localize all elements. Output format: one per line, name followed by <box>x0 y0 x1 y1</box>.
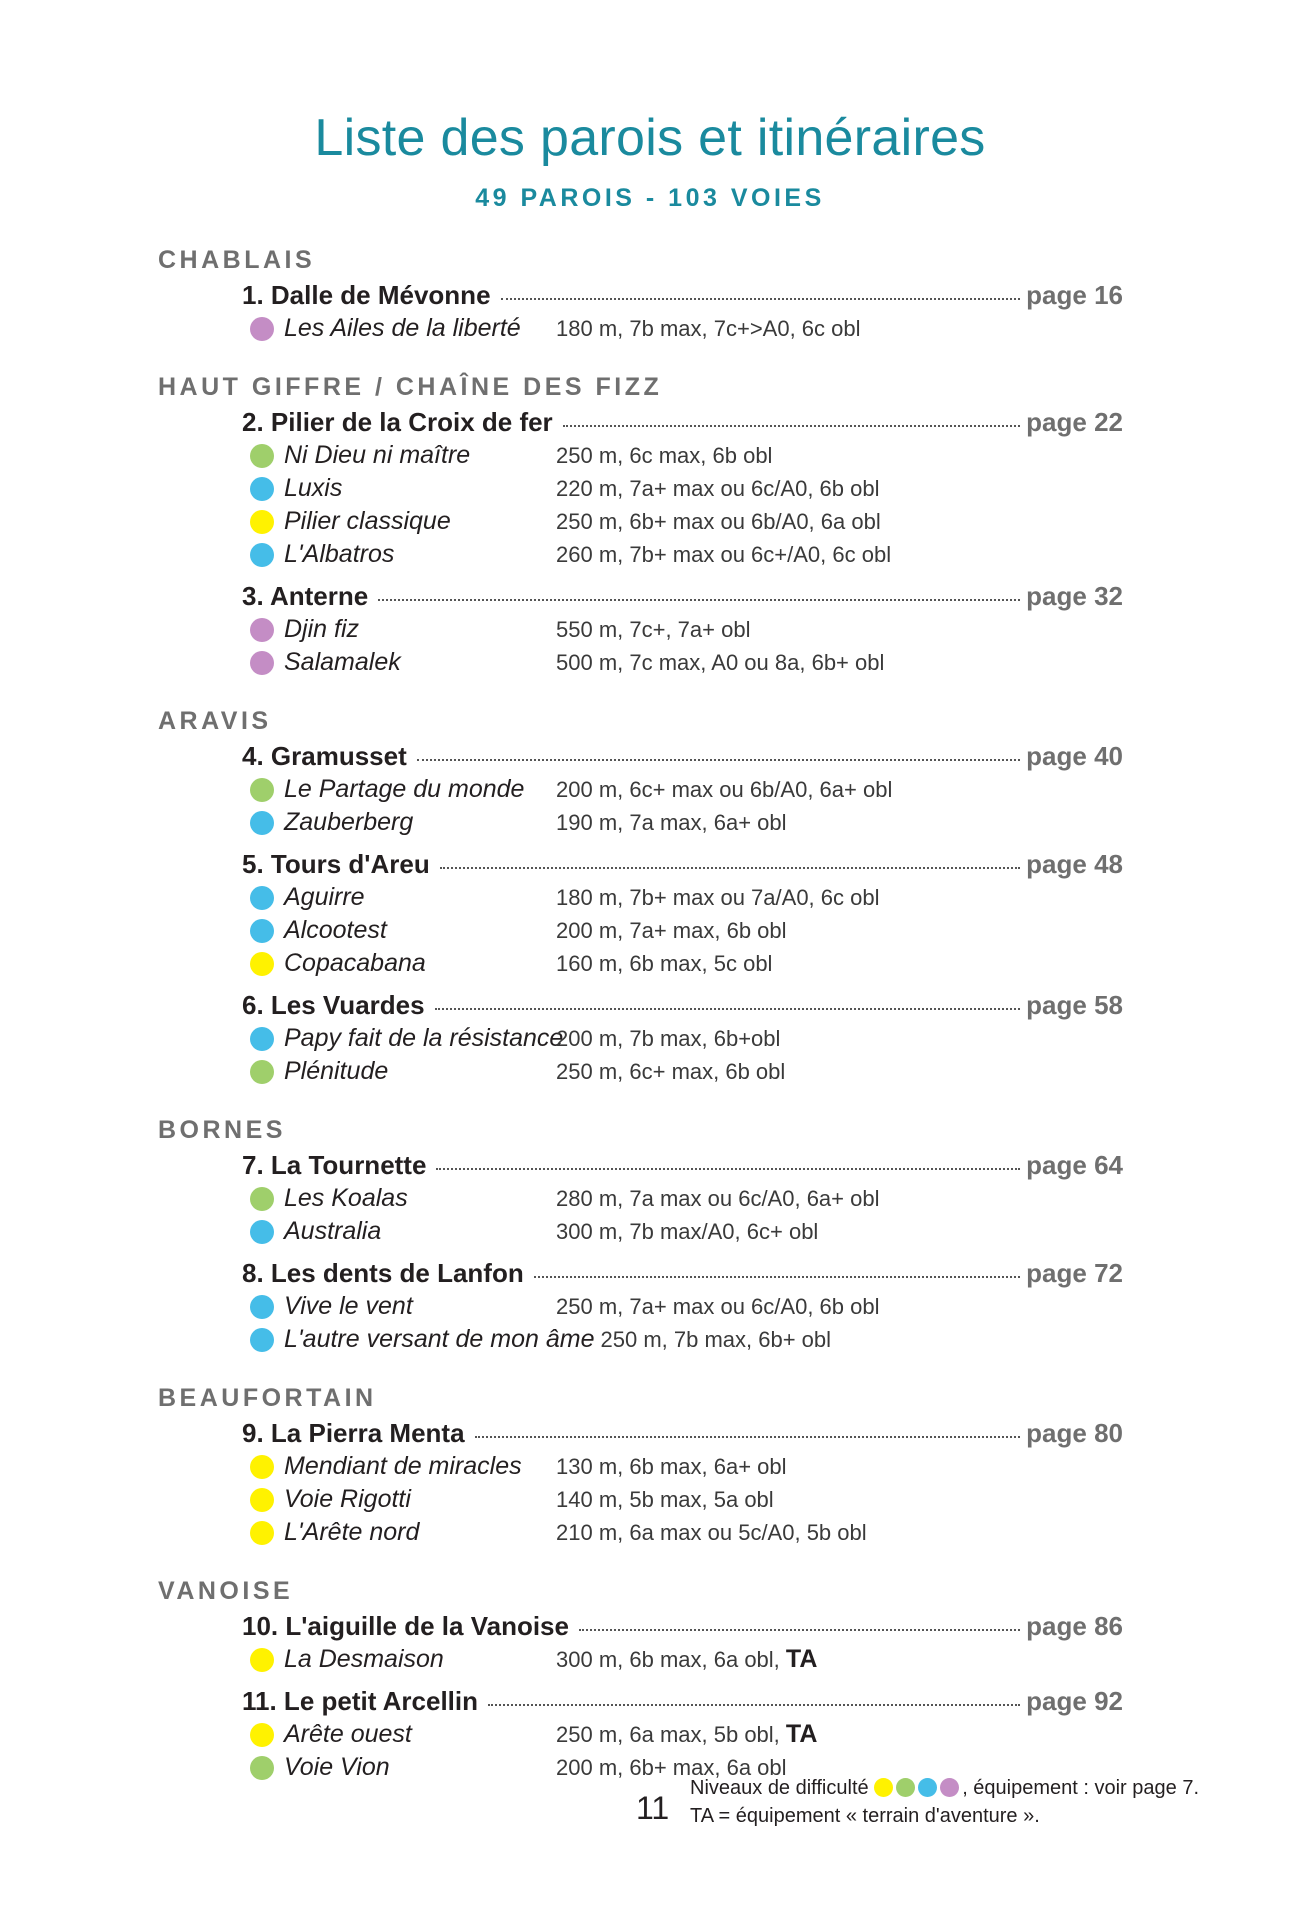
route-name: Salamalek <box>284 648 401 676</box>
dot-leader <box>475 1436 1021 1438</box>
wall-name: 1. Dalle de Mévonne <box>242 280 491 310</box>
wall-spacer <box>158 1676 1123 1682</box>
wall-entry <box>242 1684 1123 1718</box>
page-reference: page 22 <box>1026 407 1123 437</box>
route-name: L'autre versant de mon âme <box>284 1325 595 1353</box>
difficulty-dot <box>250 510 274 534</box>
route-details <box>556 617 750 643</box>
route-name: Les Koalas <box>284 1184 408 1212</box>
route-name: Arête ouest <box>284 1720 412 1748</box>
region-spacer <box>158 1549 1123 1575</box>
dot-leader <box>435 1008 1021 1010</box>
region-spacer <box>158 345 1123 371</box>
route-details <box>556 1454 787 1480</box>
page-reference: page 58 <box>1026 990 1123 1020</box>
route-name: Vive le vent <box>284 1292 413 1320</box>
difficulty-dot <box>250 444 274 468</box>
route-name: Voie Vion <box>284 1753 390 1781</box>
route-row <box>250 1290 1123 1323</box>
route-stats: 250 m, 6a max, 5b obl, <box>556 1722 780 1747</box>
route-row <box>250 646 1123 679</box>
page-reference: page 40 <box>1026 741 1123 771</box>
difficulty-dot <box>250 1723 274 1747</box>
route-details <box>556 443 772 469</box>
dot-leader <box>378 599 1020 601</box>
route-name: Djin fiz <box>284 615 360 643</box>
route-name: Luxis <box>284 474 343 502</box>
region-spacer <box>158 1356 1123 1382</box>
region-heading: ARAVIS <box>158 707 272 735</box>
route-details <box>556 1294 879 1320</box>
route-details <box>556 1026 780 1052</box>
legend-dot-purple <box>940 1778 959 1797</box>
route-row <box>250 806 1123 839</box>
page-reference: page 16 <box>1026 280 1123 310</box>
wall-name: 7. La Tournette <box>242 1150 427 1180</box>
route-row <box>250 1483 1123 1516</box>
region-heading: BEAUFORTAIN <box>158 1384 377 1412</box>
route-stats: 200 m, 7a+ max, 6b obl <box>556 917 787 943</box>
wall-name: 10. L'aiguille de la Vanoise <box>242 1611 569 1641</box>
route-stats: 130 m, 6b max, 6a+ obl <box>556 1453 787 1479</box>
page-reference: page 92 <box>1026 1686 1123 1716</box>
region-heading: HAUT GIFFRE / CHAÎNE DES FIZZ <box>158 373 663 401</box>
route-name: La Desmaison <box>284 1645 444 1673</box>
route-row <box>250 773 1123 806</box>
route-details <box>556 1520 867 1546</box>
wall-entry <box>242 1416 1123 1450</box>
wall-name: 5. Tours d'Areu <box>242 849 430 879</box>
wall-entry <box>242 739 1123 773</box>
route-row <box>250 881 1123 914</box>
route-row <box>250 1055 1123 1088</box>
wall-entry <box>242 278 1123 312</box>
route-row <box>250 312 1123 345</box>
route-name: Plénitude <box>284 1057 389 1085</box>
dot-leader <box>488 1704 1020 1706</box>
ta-badge: TA <box>785 1645 818 1673</box>
dot-leader <box>440 867 1020 869</box>
wall-name: 4. Gramusset <box>242 741 407 771</box>
page-title: Liste des parois et itinéraires <box>314 109 986 167</box>
legend-line-1 <box>690 1774 1199 1802</box>
page-number: 11 <box>636 1790 670 1826</box>
wall-name: 3. Anterne <box>242 581 369 611</box>
route-stats: 250 m, 6b+ max ou 6b/A0, 6a obl <box>556 508 881 534</box>
difficulty-dot <box>250 477 274 501</box>
route-row <box>250 947 1123 980</box>
region-spacer <box>158 1088 1123 1114</box>
dot-leader <box>579 1629 1020 1631</box>
route-name: Copacabana <box>284 949 426 977</box>
legend-dot-blue <box>918 1778 937 1797</box>
route-details <box>556 650 884 676</box>
route-name: Ni Dieu ni maître <box>284 441 471 469</box>
itinerary-list <box>158 244 1123 1784</box>
route-stats: 260 m, 7b+ max ou 6c+/A0, 6c obl <box>556 541 892 567</box>
route-stats: 550 m, 7c+, 7a+ obl <box>556 616 751 642</box>
route-stats: 210 m, 6a max ou 5c/A0, 5b obl <box>556 1519 867 1545</box>
route-details <box>556 542 891 568</box>
region-heading: VANOISE <box>158 1577 294 1605</box>
route-details <box>556 316 861 342</box>
page-reference: page 72 <box>1026 1258 1123 1288</box>
route-row <box>250 1323 1123 1356</box>
difficulty-dot <box>250 886 274 910</box>
difficulty-dot <box>250 952 274 976</box>
dot-leader <box>501 298 1021 300</box>
route-stats: 250 m, 7a+ max ou 6c/A0, 6b obl <box>556 1293 880 1319</box>
page-reference: page 64 <box>1026 1150 1123 1180</box>
route-details <box>556 1720 817 1749</box>
wall-spacer <box>158 980 1123 986</box>
difficulty-dot <box>250 1756 274 1780</box>
wall-spacer <box>158 571 1123 577</box>
route-details <box>556 777 892 803</box>
route-stats: 190 m, 7a max, 6a+ obl <box>556 809 787 835</box>
wall-entry <box>242 405 1123 439</box>
route-row <box>250 439 1123 472</box>
route-stats: 180 m, 7b+ max ou 7a/A0, 6c obl <box>556 884 880 910</box>
route-details <box>556 1645 817 1674</box>
dot-leader <box>417 759 1020 761</box>
route-stats: 200 m, 6c+ max ou 6b/A0, 6a+ obl <box>556 776 893 802</box>
page-reference: page 48 <box>1026 849 1123 879</box>
wall-entry <box>242 1609 1123 1643</box>
route-name: Zauberberg <box>284 808 414 836</box>
legend-prefix: Niveaux de difficulté <box>690 1777 869 1799</box>
route-row <box>250 1643 1123 1676</box>
wall-entry <box>242 988 1123 1022</box>
route-details <box>556 918 787 944</box>
wall-name: 8. Les dents de Lanfon <box>242 1258 524 1288</box>
route-details <box>556 1186 879 1212</box>
wall-name: 11. Le petit Arcellin <box>242 1686 479 1716</box>
difficulty-dot <box>250 919 274 943</box>
difficulty-dot <box>250 1187 274 1211</box>
wall-entry <box>242 1256 1123 1290</box>
route-stats: 140 m, 5b max, 5a obl <box>556 1486 774 1512</box>
route-row <box>250 472 1123 505</box>
difficulty-dot <box>250 811 274 835</box>
difficulty-dot <box>250 1027 274 1051</box>
route-stats: 200 m, 7b max, 6b+obl <box>556 1025 781 1051</box>
ta-badge: TA <box>785 1720 818 1748</box>
difficulty-dot <box>250 1328 274 1352</box>
difficulty-dot <box>250 1648 274 1672</box>
region-heading: CHABLAIS <box>158 246 316 274</box>
legend-line-2: TA = équipement « terrain d'aventure ». <box>690 1805 1040 1827</box>
route-stats: 160 m, 6b max, 5c obl <box>556 950 773 976</box>
route-name: Le Partage du monde <box>284 775 525 803</box>
wall-entry <box>242 847 1123 881</box>
route-name: Australia <box>284 1217 382 1245</box>
difficulty-dot <box>250 1220 274 1244</box>
difficulty-dot <box>250 651 274 675</box>
route-stats: 250 m, 6c max, 6b obl <box>556 442 773 468</box>
route-row <box>250 613 1123 646</box>
wall-name: 2. Pilier de la Croix de fer <box>242 407 553 437</box>
route-stats: 250 m, 6c+ max, 6b obl <box>556 1058 786 1084</box>
difficulty-dot <box>250 543 274 567</box>
route-details <box>556 476 879 502</box>
route-row <box>250 1450 1123 1483</box>
route-stats: 200 m, 6b+ max, 6a obl <box>556 1754 787 1780</box>
route-details <box>556 885 879 911</box>
route-row <box>250 1516 1123 1549</box>
dot-leader <box>534 1276 1020 1278</box>
route-row <box>250 538 1123 571</box>
route-name: Alcootest <box>284 916 387 944</box>
dot-leader <box>436 1168 1020 1170</box>
route-details <box>556 1059 785 1085</box>
wall-spacer <box>158 839 1123 845</box>
wall-name: 9. La Pierra Menta <box>242 1418 465 1448</box>
route-stats: 300 m, 7b max/A0, 6c+ obl <box>556 1218 819 1244</box>
route-row <box>250 1182 1123 1215</box>
route-row <box>250 1022 1123 1055</box>
route-name: Voie Rigotti <box>284 1485 411 1513</box>
difficulty-dot <box>250 317 274 341</box>
route-stats: 250 m, 7b max, 6b+ obl <box>600 1326 832 1352</box>
route-row <box>250 914 1123 947</box>
page-reference: page 32 <box>1026 581 1123 611</box>
route-row <box>250 505 1123 538</box>
region-spacer <box>158 679 1123 705</box>
wall-entry <box>242 1148 1123 1182</box>
route-details <box>556 810 787 836</box>
difficulty-dot <box>250 778 274 802</box>
legend-dot-yellow <box>874 1778 893 1797</box>
region-heading: BORNES <box>158 1116 286 1144</box>
difficulty-dot <box>250 1455 274 1479</box>
route-name: Papy fait de la résistance <box>284 1024 564 1052</box>
difficulty-dot <box>250 618 274 642</box>
route-stats: 300 m, 6b max, 6a obl, <box>556 1647 780 1672</box>
legend-dots <box>874 1777 962 1799</box>
page-reference: page 80 <box>1026 1418 1123 1448</box>
difficulty-legend <box>690 1774 1199 1830</box>
route-stats: 220 m, 7a+ max ou 6c/A0, 6b obl <box>556 475 880 501</box>
difficulty-dot <box>250 1060 274 1084</box>
route-details <box>556 1487 774 1513</box>
wall-name: 6. Les Vuardes <box>242 990 425 1020</box>
route-name: L'Arête nord <box>284 1518 420 1546</box>
route-row <box>250 1215 1123 1248</box>
route-name: Les Ailes de la liberté <box>284 314 521 342</box>
route-row <box>250 1718 1123 1751</box>
route-name: Pilier classique <box>284 507 451 535</box>
page-subtitle: 49 PAROIS - 103 VOIES <box>475 184 825 212</box>
route-name: L'Albatros <box>284 540 395 568</box>
route-details <box>556 509 881 535</box>
page-reference: page 86 <box>1026 1611 1123 1641</box>
route-stats: 500 m, 7c max, A0 ou 8a, 6b+ obl <box>556 649 885 675</box>
difficulty-dot <box>250 1521 274 1545</box>
difficulty-dot <box>250 1295 274 1319</box>
route-stats: 180 m, 7b max, 7c+>A0, 6c obl <box>556 315 861 341</box>
wall-spacer <box>158 1248 1123 1254</box>
route-details <box>556 951 772 977</box>
route-name: Mendiant de miracles <box>284 1452 522 1480</box>
route-details <box>556 1219 818 1245</box>
route-name: Aguirre <box>284 883 365 911</box>
difficulty-dot <box>250 1488 274 1512</box>
route-stats: 280 m, 7a max ou 6c/A0, 6a+ obl <box>556 1185 880 1211</box>
legend-suffix: , équipement : voir page 7. <box>962 1777 1200 1799</box>
route-details <box>601 1327 832 1353</box>
wall-entry <box>242 579 1123 613</box>
dot-leader <box>563 425 1020 427</box>
legend-dot-green <box>896 1778 915 1797</box>
